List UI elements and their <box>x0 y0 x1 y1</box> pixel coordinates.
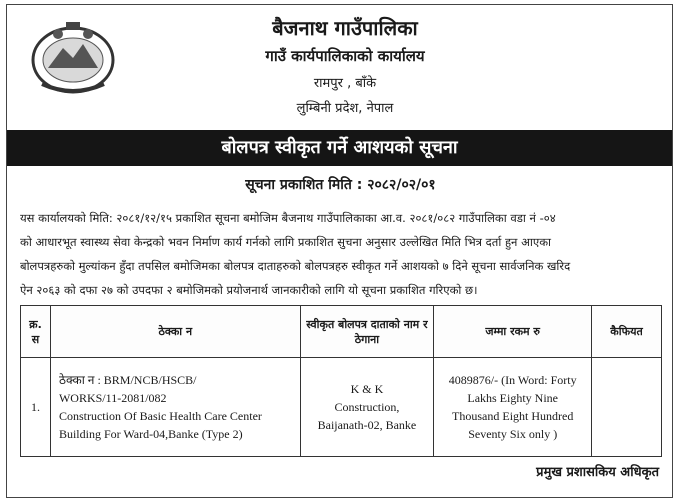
office-address: रामपुर , बाँके <box>313 76 377 91</box>
cell-amount <box>434 358 592 457</box>
column-header-remarks: कैफियत <box>592 306 662 358</box>
cell-remarks <box>592 358 662 457</box>
signature-title: प्रमुख प्रशासकिय अधिकृत <box>536 465 659 480</box>
bidder-line: K & K <box>350 382 384 396</box>
amount-line: Thousand Eight Hundred <box>452 409 574 423</box>
bid-table <box>20 305 662 457</box>
bidder-line: Construction, <box>334 400 400 414</box>
cell-sn: 1. <box>21 358 51 457</box>
province-name: लुम्बिनी प्रदेश, नेपाल <box>296 101 394 116</box>
cell-contract <box>50 358 300 457</box>
notice-body-line: को आधारभूत स्वास्थ्य सेवा केन्द्रको भवन निर्माण कार्य गर्नको लागि प्रकाशित सुचना अनुसार उल्लेखित मिति भित्र दर्ता हुन आएका <box>20 235 552 249</box>
amount-line: Lakhs Eighty Nine <box>467 391 559 405</box>
amount-line: Seventy Six only ) <box>468 427 558 441</box>
notice-body-line: ऐन २०६३ को दफा २७ को उपदफा २ बमोजिमको प्रयोजनार्थ जानकारीको लागि यो सूचना प्रकाशित गरिएको छ। <box>20 283 478 297</box>
notice-body-line: बोलपत्रहरुको मुल्यांकन हुँदा तपसिल बमोजिमका बोलपत्र दाताहरुको बोलपत्रहरु स्वीकृत गर्ने आशयको ७ दिने सूचना सार्वजनिक खरिद <box>20 259 571 273</box>
contract-line: WORKS/11-2081/082 <box>58 391 167 405</box>
column-header-amount: जम्मा रकम रु <box>434 306 592 358</box>
notice-body-line: यस कार्यालयको मिति: २०८१/१२/१५ प्रकाशित सूचना बमोजिम बैजनाथ गाउँपालिकाका आ.व. २०८१/०८२ गाउँपालिका वडा नं -०४ <box>20 211 556 225</box>
column-header-bidder: स्वीकृत बोलपत्र दाताको नाम र ठेगाना <box>300 306 434 358</box>
notice-title: बोलपत्र स्वीकृत गर्ने आशयको सूचना <box>7 130 672 166</box>
nepal-government-emblem-icon <box>28 18 118 96</box>
published-date: सूचना प्रकाशित मिति : २०८२/०२/०१ <box>245 177 436 193</box>
municipality-name: बैजनाथ गाउँपालिका <box>272 16 418 40</box>
table-header-row <box>21 306 662 358</box>
office-name: गाउँ कार्यपालिकाको कार्यालय <box>265 47 425 65</box>
column-header-sn: क्र. स <box>21 306 51 358</box>
contract-line: Building For Ward-04,Banke (Type 2) <box>58 427 243 441</box>
bidder-line: Baijanath-02, Banke <box>317 418 417 432</box>
notice-body <box>20 206 664 302</box>
column-header-contract: ठेक्का न <box>50 306 300 358</box>
table-row <box>21 358 662 457</box>
amount-line: 4089876/- (In Word: Forty <box>448 373 577 387</box>
contract-line: Construction Of Basic Health Care Center <box>58 409 262 423</box>
cell-bidder <box>300 358 434 457</box>
contract-line: ठेक्का न : BRM/NCB/HSCB/ <box>58 373 197 387</box>
